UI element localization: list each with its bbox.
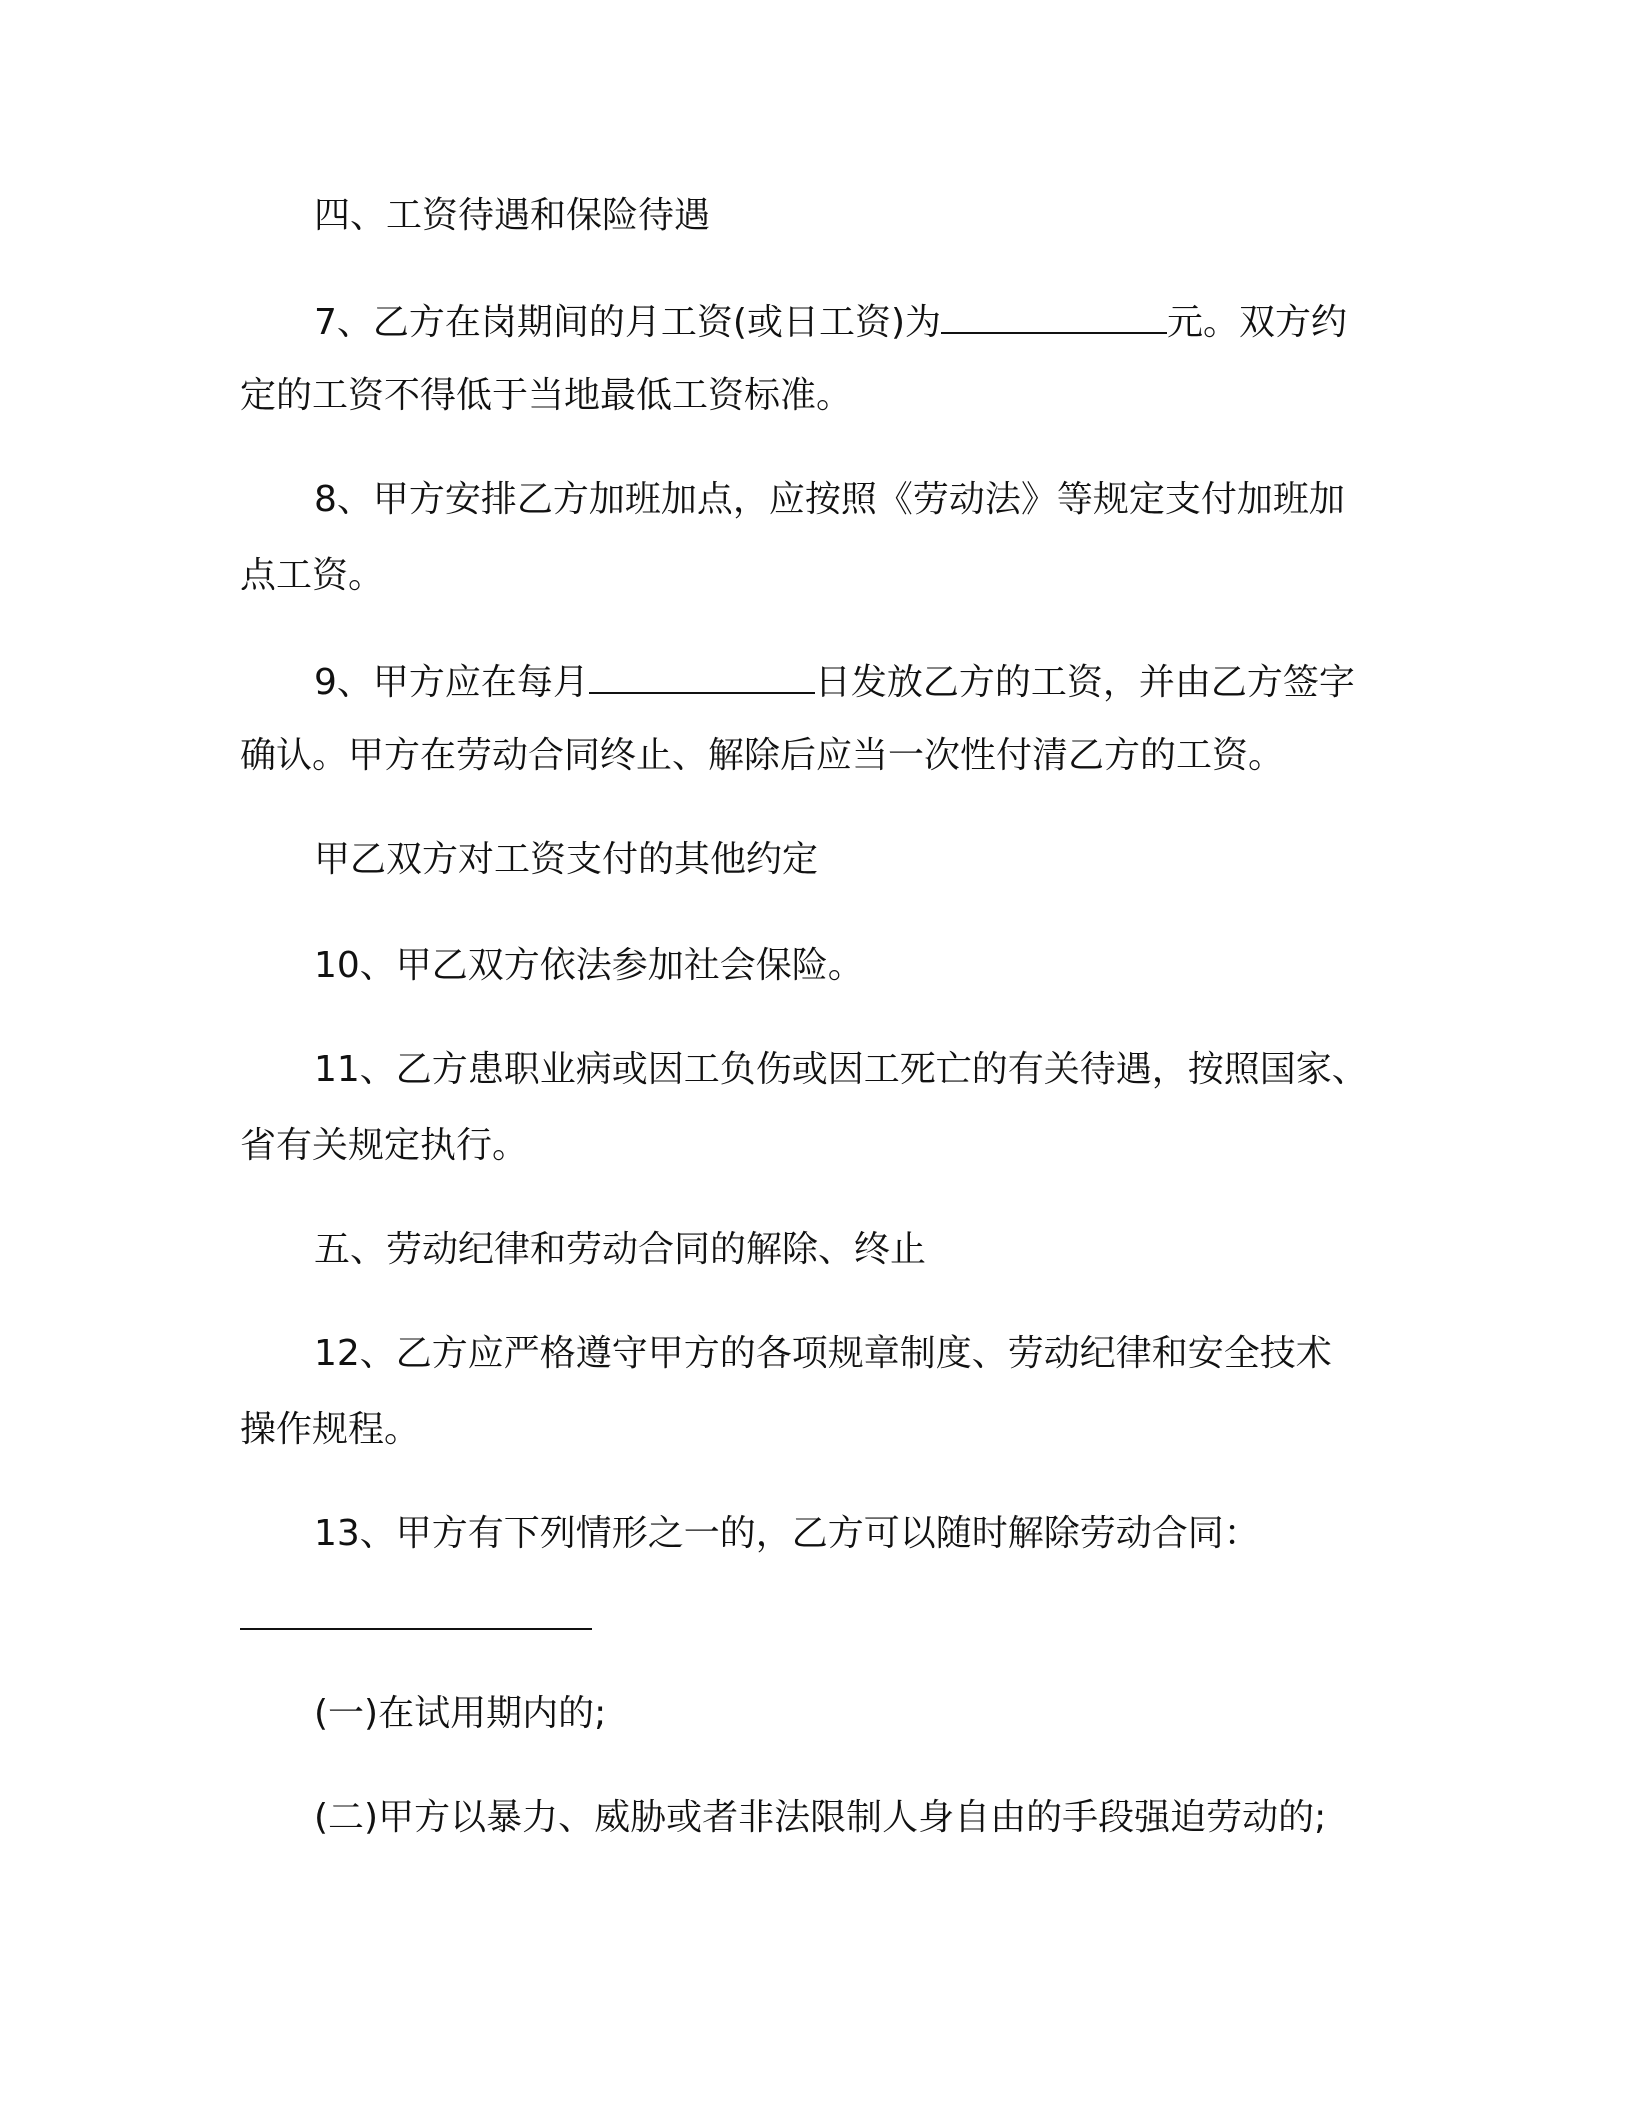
clause-12-line-1: 12、乙方应严格遵守甲方的各项规章制度、劳动纪律和安全技术 — [314, 1333, 1332, 1374]
clause-11-line-2: 省有关规定执行。 — [240, 1125, 529, 1166]
pay-day-blank[interactable] — [589, 660, 815, 694]
clause-9-text-after-blank: 日发放乙方的工资，并由乙方签字 — [814, 662, 1355, 703]
clause-7-line-1 — [314, 300, 1464, 343]
clause-13-item-1: (一)在试用期内的; — [314, 1693, 607, 1734]
clause-13: 13、甲方有下列情形之一的，乙方可以随时解除劳动合同： — [314, 1513, 1260, 1554]
other-wage-agreement-label: 甲乙双方对工资支付的其他约定 — [314, 839, 819, 880]
clause-7-text-before-blank: 7、乙方在岗期间的月工资(或日工资)为 — [314, 302, 941, 343]
clause-12-line-2: 操作规程。 — [240, 1409, 421, 1450]
clause-8-line-2: 点工资。 — [240, 555, 385, 596]
section-heading-wages-insurance: 四、工资待遇和保险待遇 — [314, 195, 711, 236]
clause-8-line-1: 8、甲方安排乙方加班加点，应按照《劳动法》等规定支付加班加 — [314, 479, 1345, 520]
clause-9-line-2: 确认。甲方在劳动合同终止、解除后应当一次性付清乙方的工资。 — [240, 735, 1285, 776]
clause-7-line-2: 定的工资不得低于当地最低工资标准。 — [240, 375, 853, 416]
clause-9-line-1 — [314, 660, 1464, 703]
clause-10: 10、甲乙双方依法参加社会保险。 — [314, 945, 864, 986]
clause-9-text-before-blank: 9、甲方应在每月 — [314, 662, 589, 703]
monthly-wage-blank[interactable] — [941, 300, 1167, 334]
clause-7-text-after-blank: 元。双方约 — [1167, 302, 1348, 343]
fill-in-blank-line[interactable] — [240, 1628, 592, 1630]
clause-13-item-2: (二)甲方以暴力、威胁或者非法限制人身自由的手段强迫劳动的; — [314, 1797, 1327, 1838]
clause-11-line-1: 11、乙方患职业病或因工负伤或因工死亡的有关待遇，按照国家、 — [314, 1049, 1368, 1090]
section-heading-discipline-termination: 五、劳动纪律和劳动合同的解除、终止 — [314, 1229, 927, 1270]
